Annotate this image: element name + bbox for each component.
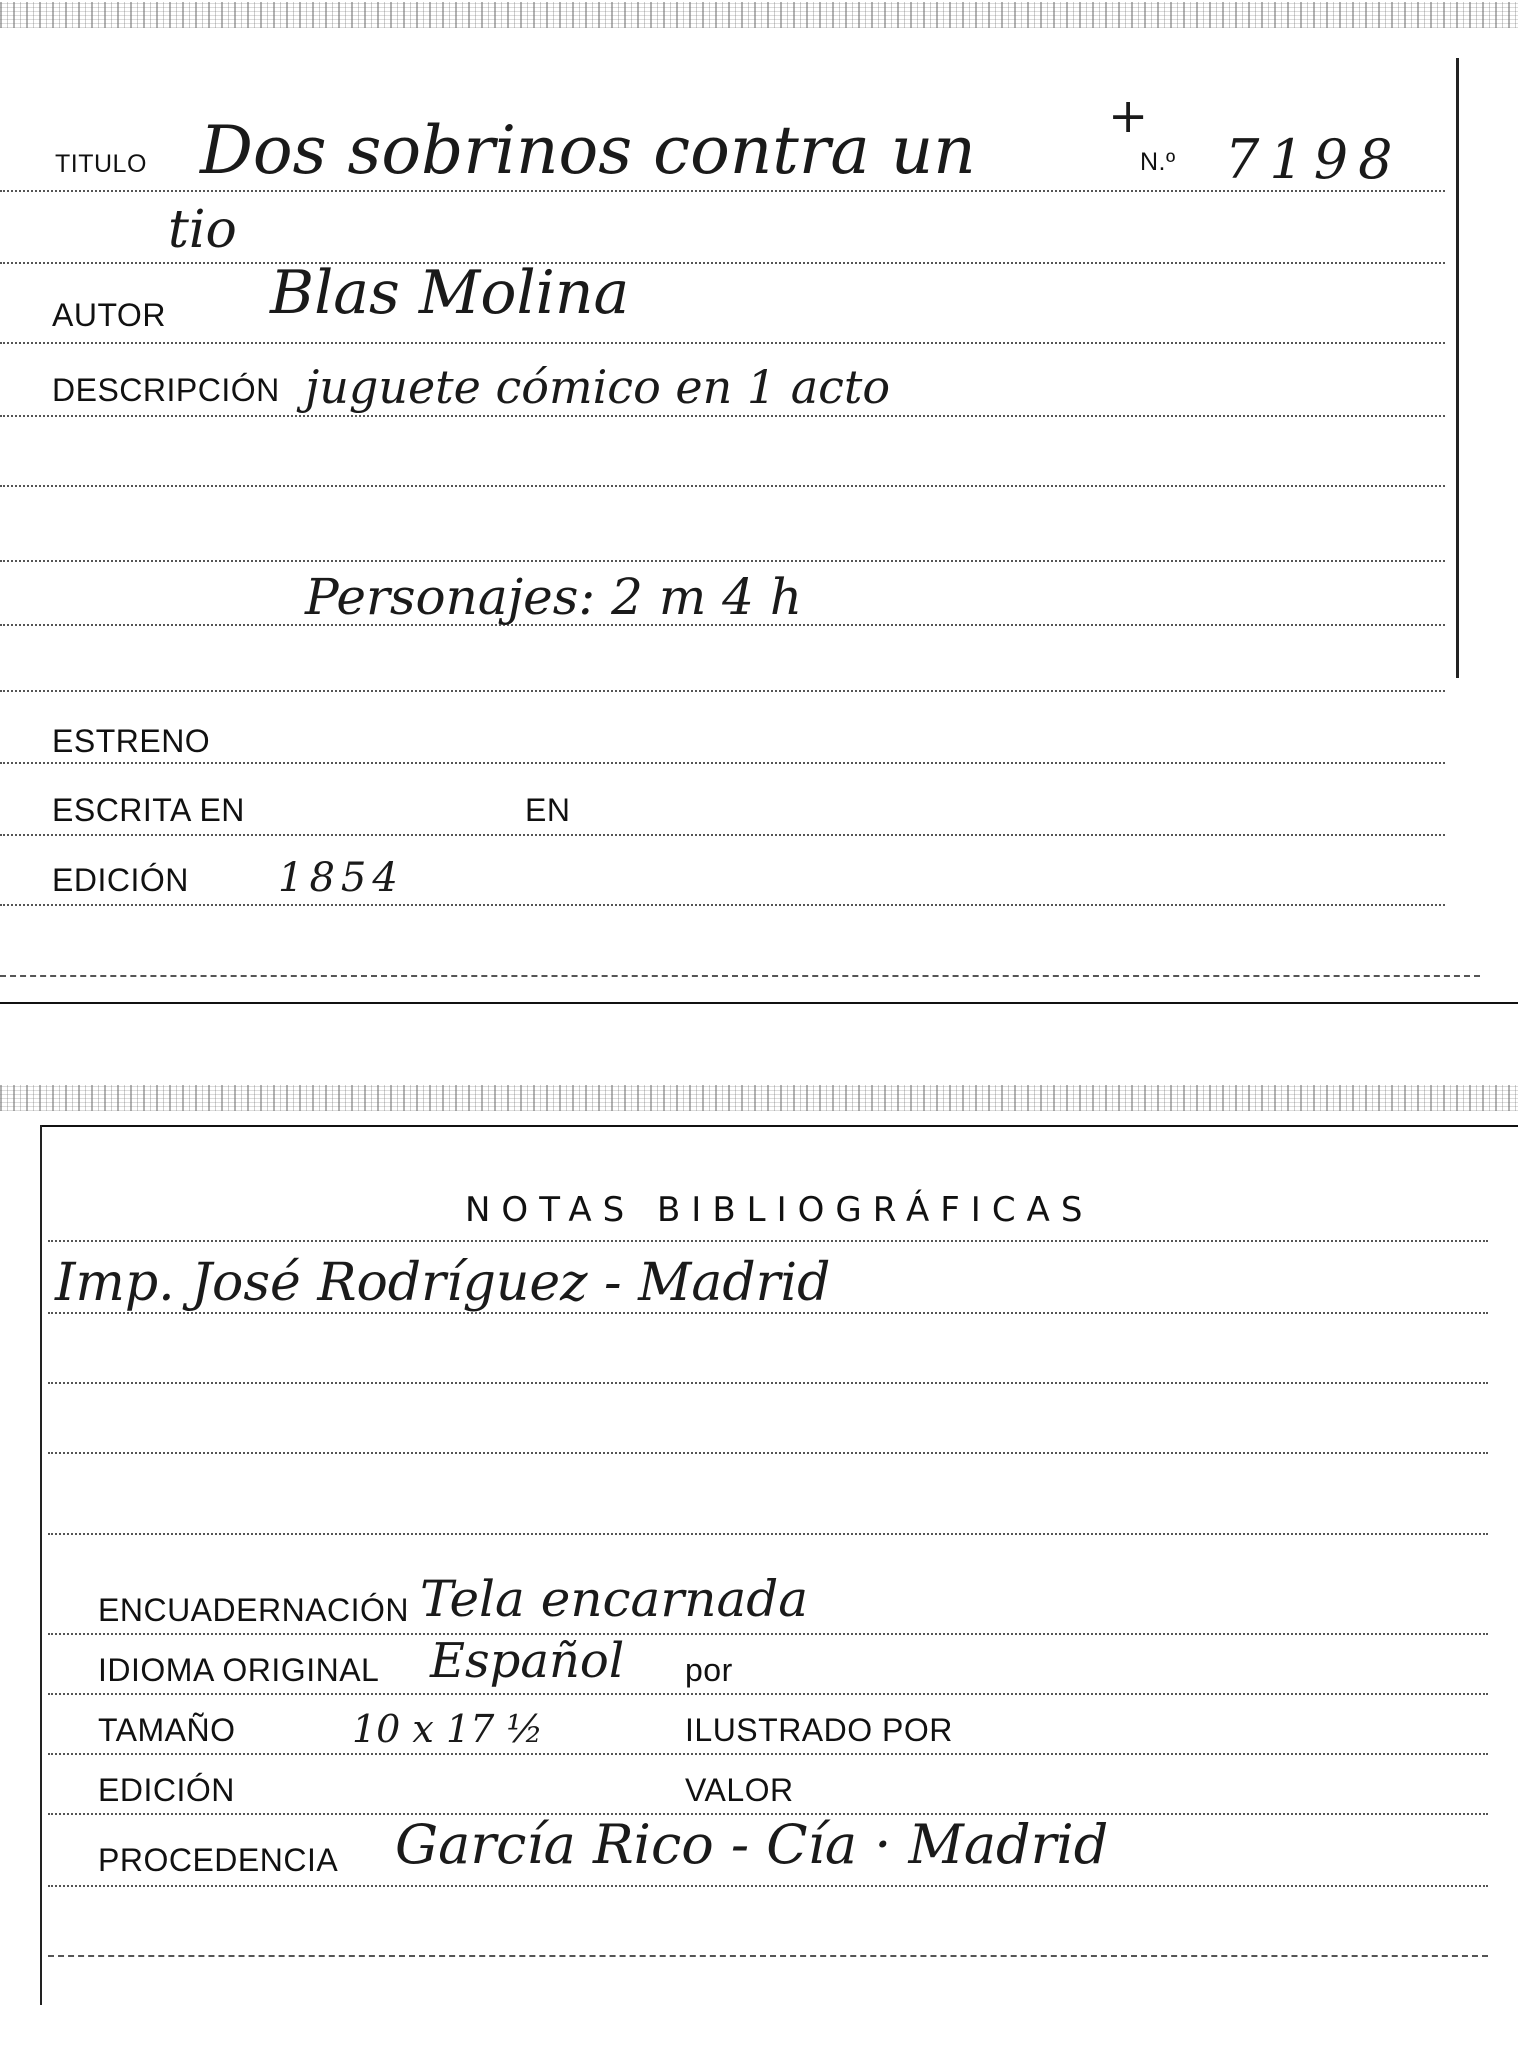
rule-bottom — [0, 975, 1480, 977]
label-titulo: TITULO — [55, 150, 147, 178]
label-edicion-b: EDICIÓN — [98, 1772, 235, 1808]
card-left-edge — [40, 1125, 42, 2005]
scan-noise-top — [0, 2, 1518, 28]
card-right-edge — [1456, 58, 1459, 678]
rule-titulo-cont — [0, 262, 1445, 264]
rule-tamano — [48, 1753, 1488, 1755]
hw-titulo: Dos sobrinos contra un — [200, 112, 976, 189]
rule-procedencia — [48, 1885, 1488, 1887]
label-numero: N.º — [1140, 148, 1176, 176]
hw-personajes: Personajes: 2 m 4 h — [305, 568, 803, 626]
hw-numero: 7198 — [1225, 128, 1403, 191]
rule-estreno — [0, 762, 1445, 764]
hw-descripcion: juguete cómico en 1 acto — [305, 360, 891, 414]
hw-procedencia: García Rico - Cía · Madrid — [395, 1813, 1109, 1876]
card-top-edge — [42, 1125, 1518, 1127]
hw-idioma: Español — [430, 1633, 625, 1689]
label-procedencia: PROCEDENCIA — [98, 1842, 339, 1878]
rule-idioma — [48, 1693, 1488, 1695]
rule-autor — [0, 342, 1445, 344]
hw-autor: Blas Molina — [270, 258, 630, 328]
label-tamano: TAMAÑO — [98, 1712, 236, 1748]
scan-noise-bottom — [0, 1085, 1518, 1111]
rule-escrita — [0, 834, 1445, 836]
rule-blank-1 — [0, 485, 1445, 487]
label-escrita-en: ESCRITA EN — [52, 792, 245, 828]
label-encuadernacion: ENCUADERNACIÓN — [98, 1592, 410, 1628]
label-valor: VALOR — [685, 1772, 794, 1808]
rule-descripcion — [0, 415, 1445, 417]
hw-tamano: 10 x 17 ½ — [352, 1707, 544, 1751]
label-edicion: EDICIÓN — [52, 862, 189, 898]
heading-notas: NOTAS BIBLIOGRÁFICAS — [465, 1190, 1094, 1230]
rule-edicion — [0, 904, 1445, 906]
card-separator — [0, 1002, 1518, 1004]
catalog-card-top — [0, 0, 1518, 1010]
label-en: EN — [525, 792, 571, 828]
rule-notas-4 — [48, 1452, 1488, 1454]
label-por: por — [685, 1652, 733, 1688]
hw-encuadernacion: Tela encarnada — [420, 1570, 809, 1628]
catalog-card-bottom — [0, 1085, 1518, 2045]
hw-numero-mark: + — [1108, 88, 1149, 144]
rule-notas-5 — [48, 1533, 1488, 1535]
hw-titulo-cont: tio — [168, 200, 237, 260]
rule-encuadernacion — [48, 1633, 1488, 1635]
label-autor: AUTOR — [52, 297, 166, 333]
hw-notas: Imp. José Rodríguez - Madrid — [55, 1253, 831, 1313]
label-ilustrado: ILUSTRADO POR — [685, 1712, 953, 1748]
rule-notas-1 — [48, 1240, 1488, 1242]
rule-bottom-b — [48, 1955, 1488, 1957]
rule-notas-3 — [48, 1382, 1488, 1384]
label-idioma: IDIOMA ORIGINAL — [98, 1652, 380, 1688]
hw-edicion: 1854 — [278, 855, 404, 901]
rule-blank-3 — [0, 690, 1445, 692]
label-estreno: ESTRENO — [52, 723, 211, 759]
label-descripcion: DESCRIPCIÓN — [52, 372, 280, 408]
rule-blank-2 — [0, 560, 1445, 562]
